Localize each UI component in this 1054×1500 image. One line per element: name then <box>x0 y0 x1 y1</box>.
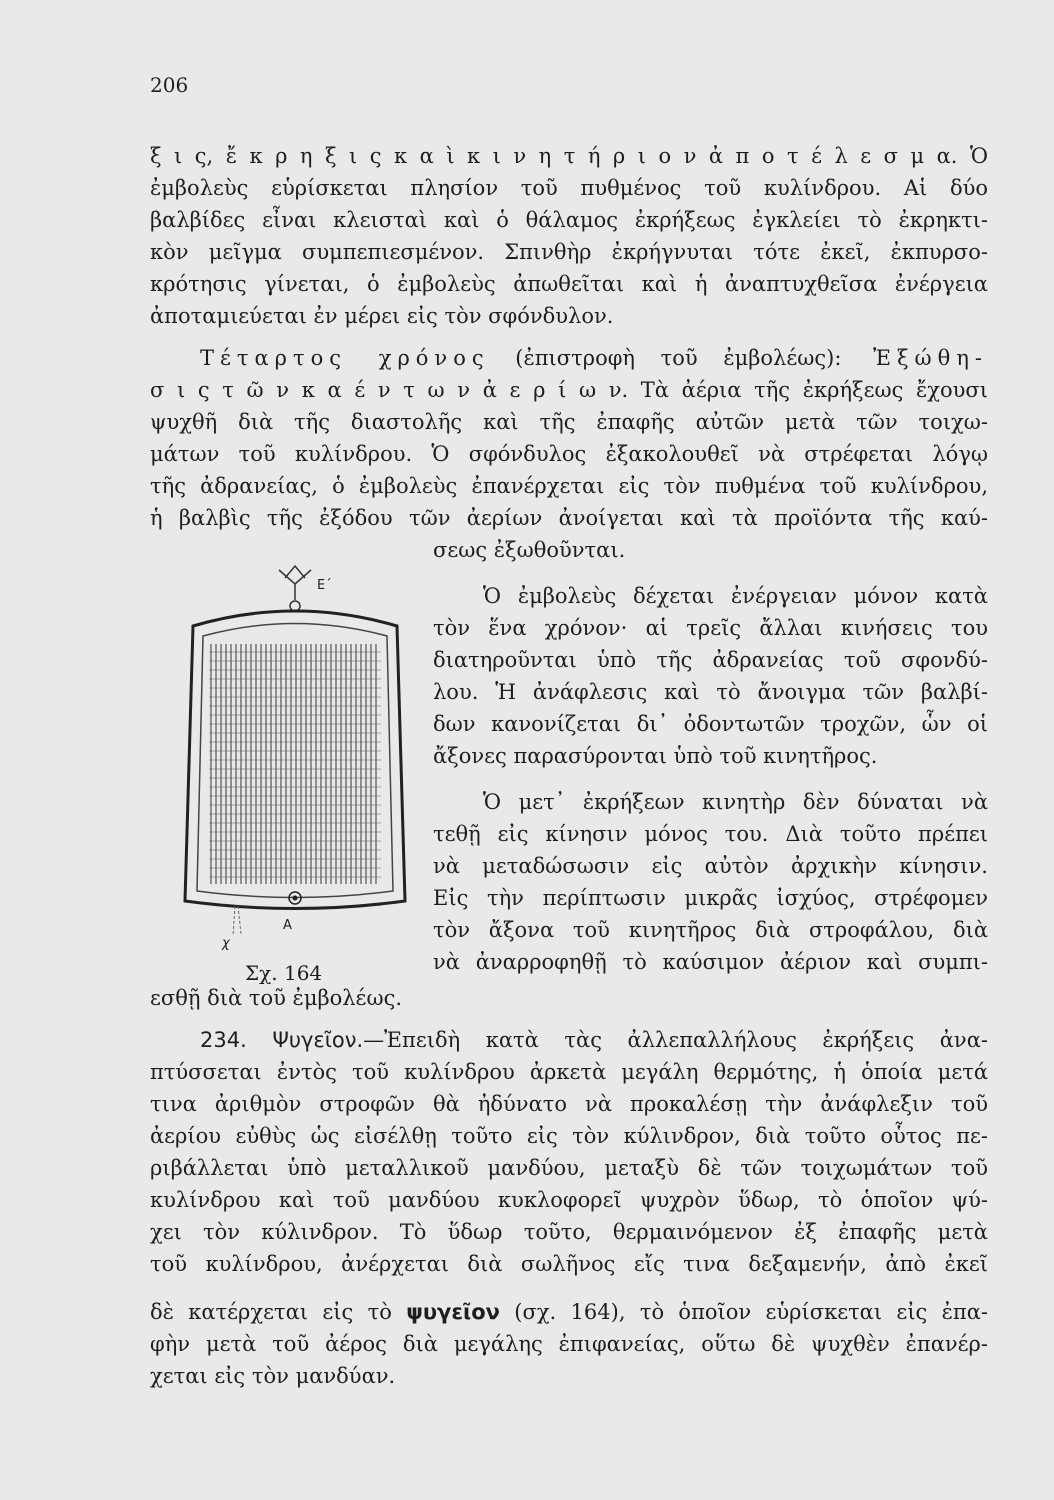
text-line: Ὁ μετ᾽ ἐκρήξεων κινητὴρ δὲν δύναται νὰ <box>483 790 988 814</box>
text-line: Εἰς τὴν περίπτωσιν μικρᾶς ἰσχύος, στρέφομεν <box>433 886 988 910</box>
text-line: τὸν ἄξονα τοῦ κινητῆρος διὰ στροφάλου, διὰ <box>433 918 988 942</box>
page-number: 206 <box>150 73 189 97</box>
radiator-figure <box>175 556 415 966</box>
figure-label-x: χ <box>222 936 230 951</box>
section-title: 234. Ψυγεῖον. <box>200 1028 364 1052</box>
figure-label-e: Ε΄ <box>317 578 332 593</box>
text-line: τινα ἀριθμὸν στροφῶν θὰ ἠδύνατο νὰ προκαλέσῃ τὴν ἀνάφλεξιν τοῦ <box>150 1092 988 1116</box>
text-line: ξ ι ς, ἔ κ ρ η ξ ι ς κ α ὶ κ ι ν η τ ή ρ ι ο ν ἀ π ο τ έ λ ε σ μ α. Ὁ <box>150 144 988 168</box>
text-line: διατηροῦνται ὑπὸ τῆς ἀδρανείας τοῦ σφονδύ- <box>433 648 988 672</box>
text-pre: δὲ κατέρχεται εἰς τὸ <box>150 1300 407 1324</box>
text-line: τοῦ κυλίνδρου, ἀνέρχεται διὰ σωλῆνος εἴς τινα δεξαμενήν, ἀπὸ ἐκεῖ <box>150 1252 988 1276</box>
text-line: τεθῇ εἰς κίνησιν μόνος του. Διὰ τοῦτο πρέπει <box>433 822 988 846</box>
text-line: σ ι ς τ ῶ ν κ α έ ν τ ω ν ἀ ε ρ ί ω ν. Τὰ ἀέρια τῆς ἐκρήξεως ἔχουσι <box>150 378 988 402</box>
text-line: ἐμβολεὺς εὑρίσκεται πλησίον τοῦ πυθμένος τοῦ κυλίνδρου. Αἱ δύο <box>150 176 988 200</box>
text-line: χει τὸν κύλινδρον. Τὸ ὕδωρ τοῦτο, θερμαινόμενον ἐξ ἐπαφῆς μετὰ <box>150 1220 988 1244</box>
radiator-illustration <box>175 556 415 956</box>
text-line: δων κανονίζεται δι᾽ ὀδοντωτῶν τροχῶν, ὧν οἱ <box>433 712 988 736</box>
text-line <box>150 1296 988 1328</box>
text-line: ριβάλλεται ὑπὸ μεταλλικοῦ μανδύου, μεταξὺ δὲ τῶν τοιχωμάτων τοῦ <box>150 1156 988 1180</box>
text-line: βαλβίδες εἶναι κλεισταὶ καὶ ὁ θάλαμος ἐκρήξεως ἐγκλείει τὸ ἐκρηκτι- <box>150 208 988 232</box>
text-line: Ὁ ἐμβολεὺς δέχεται ἐνέργειαν μόνον κατὰ <box>483 584 988 608</box>
text-line: νὰ ἀναρροφηθῇ τὸ καύσιμον ἀέριον καὶ συμπι- <box>433 950 988 974</box>
heading-spaced: Τέταρτος χρόνος <box>200 346 490 370</box>
figure-label-a: Α <box>283 918 292 933</box>
text-line: μάτων τοῦ κυλίνδρου. Ὁ σφόνδυλος ἐξακολουθεῖ νὰ στρέφεται λόγῳ <box>150 442 988 466</box>
section-heading-line <box>200 1024 988 1056</box>
text-line: λου. Ἡ ἀνάφλεσις καὶ τὸ ἄνοιγμα τῶν βαλβί- <box>433 680 988 704</box>
text-line: νὰ μεταδώσωσιν εἰς αὐτὸν ἀρχικὴν κίνησιν. <box>433 854 988 878</box>
text-line: κυλίνδρου καὶ τοῦ μανδύου κυκλοφορεῖ ψυχρὸν ὕδωρ, τὸ ὁποῖον ψύ- <box>150 1188 988 1212</box>
text-line: κρότησις γίνεται, ὁ ἐμβολεὺς ἀπωθεῖται καὶ ἡ ἀναπτυχθεῖσα ἐνέργεια <box>150 272 988 296</box>
text-line: ἄξονες παρασύρονται ὑπὸ τοῦ κινητῆρος. <box>433 744 878 768</box>
text-line: φὴν μετὰ τοῦ ἀέρος διὰ μεγάλης ἐπιφανείας, οὕτω δὲ ψυχθὲν ἐπανέρ- <box>150 1332 988 1356</box>
text-line: χεται εἰς τὸν μανδύαν. <box>150 1364 396 1388</box>
text-line: ψυχθῆ διὰ τῆς διαστολῆς καὶ τῆς ἐπαφῆς αὐτῶν μετὰ τῶν τοιχω- <box>150 410 988 434</box>
text-line: τῆς ἀδρανείας, ὁ ἐμβολεὺς ἐπανέρχεται εἰς τὸν πυθμένα τοῦ κυλίνδρου, <box>150 474 988 498</box>
text-line: εσθῇ διὰ τοῦ ἐμβολέως. <box>150 986 402 1010</box>
heading-spaced-2: Ἐξώθη- <box>841 346 988 370</box>
bold-term: ψυγεῖον <box>406 1300 500 1324</box>
text-post: (σχ. 164), τὸ ὁποῖον εὑρίσκεται εἰς ἐπα- <box>499 1300 988 1324</box>
paragraph-heading-line <box>200 342 988 374</box>
text-line: σεως ἐξωθοῦνται. <box>433 538 626 562</box>
section-text: —Ἐπειδὴ κατὰ τὰς ἀλλεπαλλήλους ἐκρήξεις ἀνα- <box>363 1028 988 1052</box>
figure-caption: Σχ. 164 <box>245 961 323 985</box>
text-line: ἡ βαλβὶς τῆς ἐξόδου τῶν ἀερίων ἀνοίγεται καὶ τὰ προϊόντα τῆς καύ- <box>150 506 988 530</box>
text-line: ἀποταμιεύεται ἐν μέρει εἰς τὸν σφόνδυλον. <box>150 304 614 328</box>
heading-paren: (ἐπιστροφὴ τοῦ ἐμβολέως): <box>489 346 842 370</box>
text-line: τὸν ἕνα χρόνον· αἱ τρεῖς ἄλλαι κινήσεις του <box>433 616 988 640</box>
text-line: κὸν μεῖγμα συμπεπιεσμένον. Σπινθὴρ ἐκρήγνυται τότε ἐκεῖ, ἐκπυρσο- <box>150 240 988 264</box>
text-line: ἀερίου εὐθὺς ὡς εἰσέλθῃ τοῦτο εἰς τὸν κύλινδρον, διὰ τοῦτο οὗτος πε- <box>150 1124 988 1148</box>
text-line: πτύσσεται ἐντὸς τοῦ κυλίνδρου ἀρκετὰ μεγάλη θερμότης, ἡ ὁποία μετά <box>150 1060 988 1084</box>
